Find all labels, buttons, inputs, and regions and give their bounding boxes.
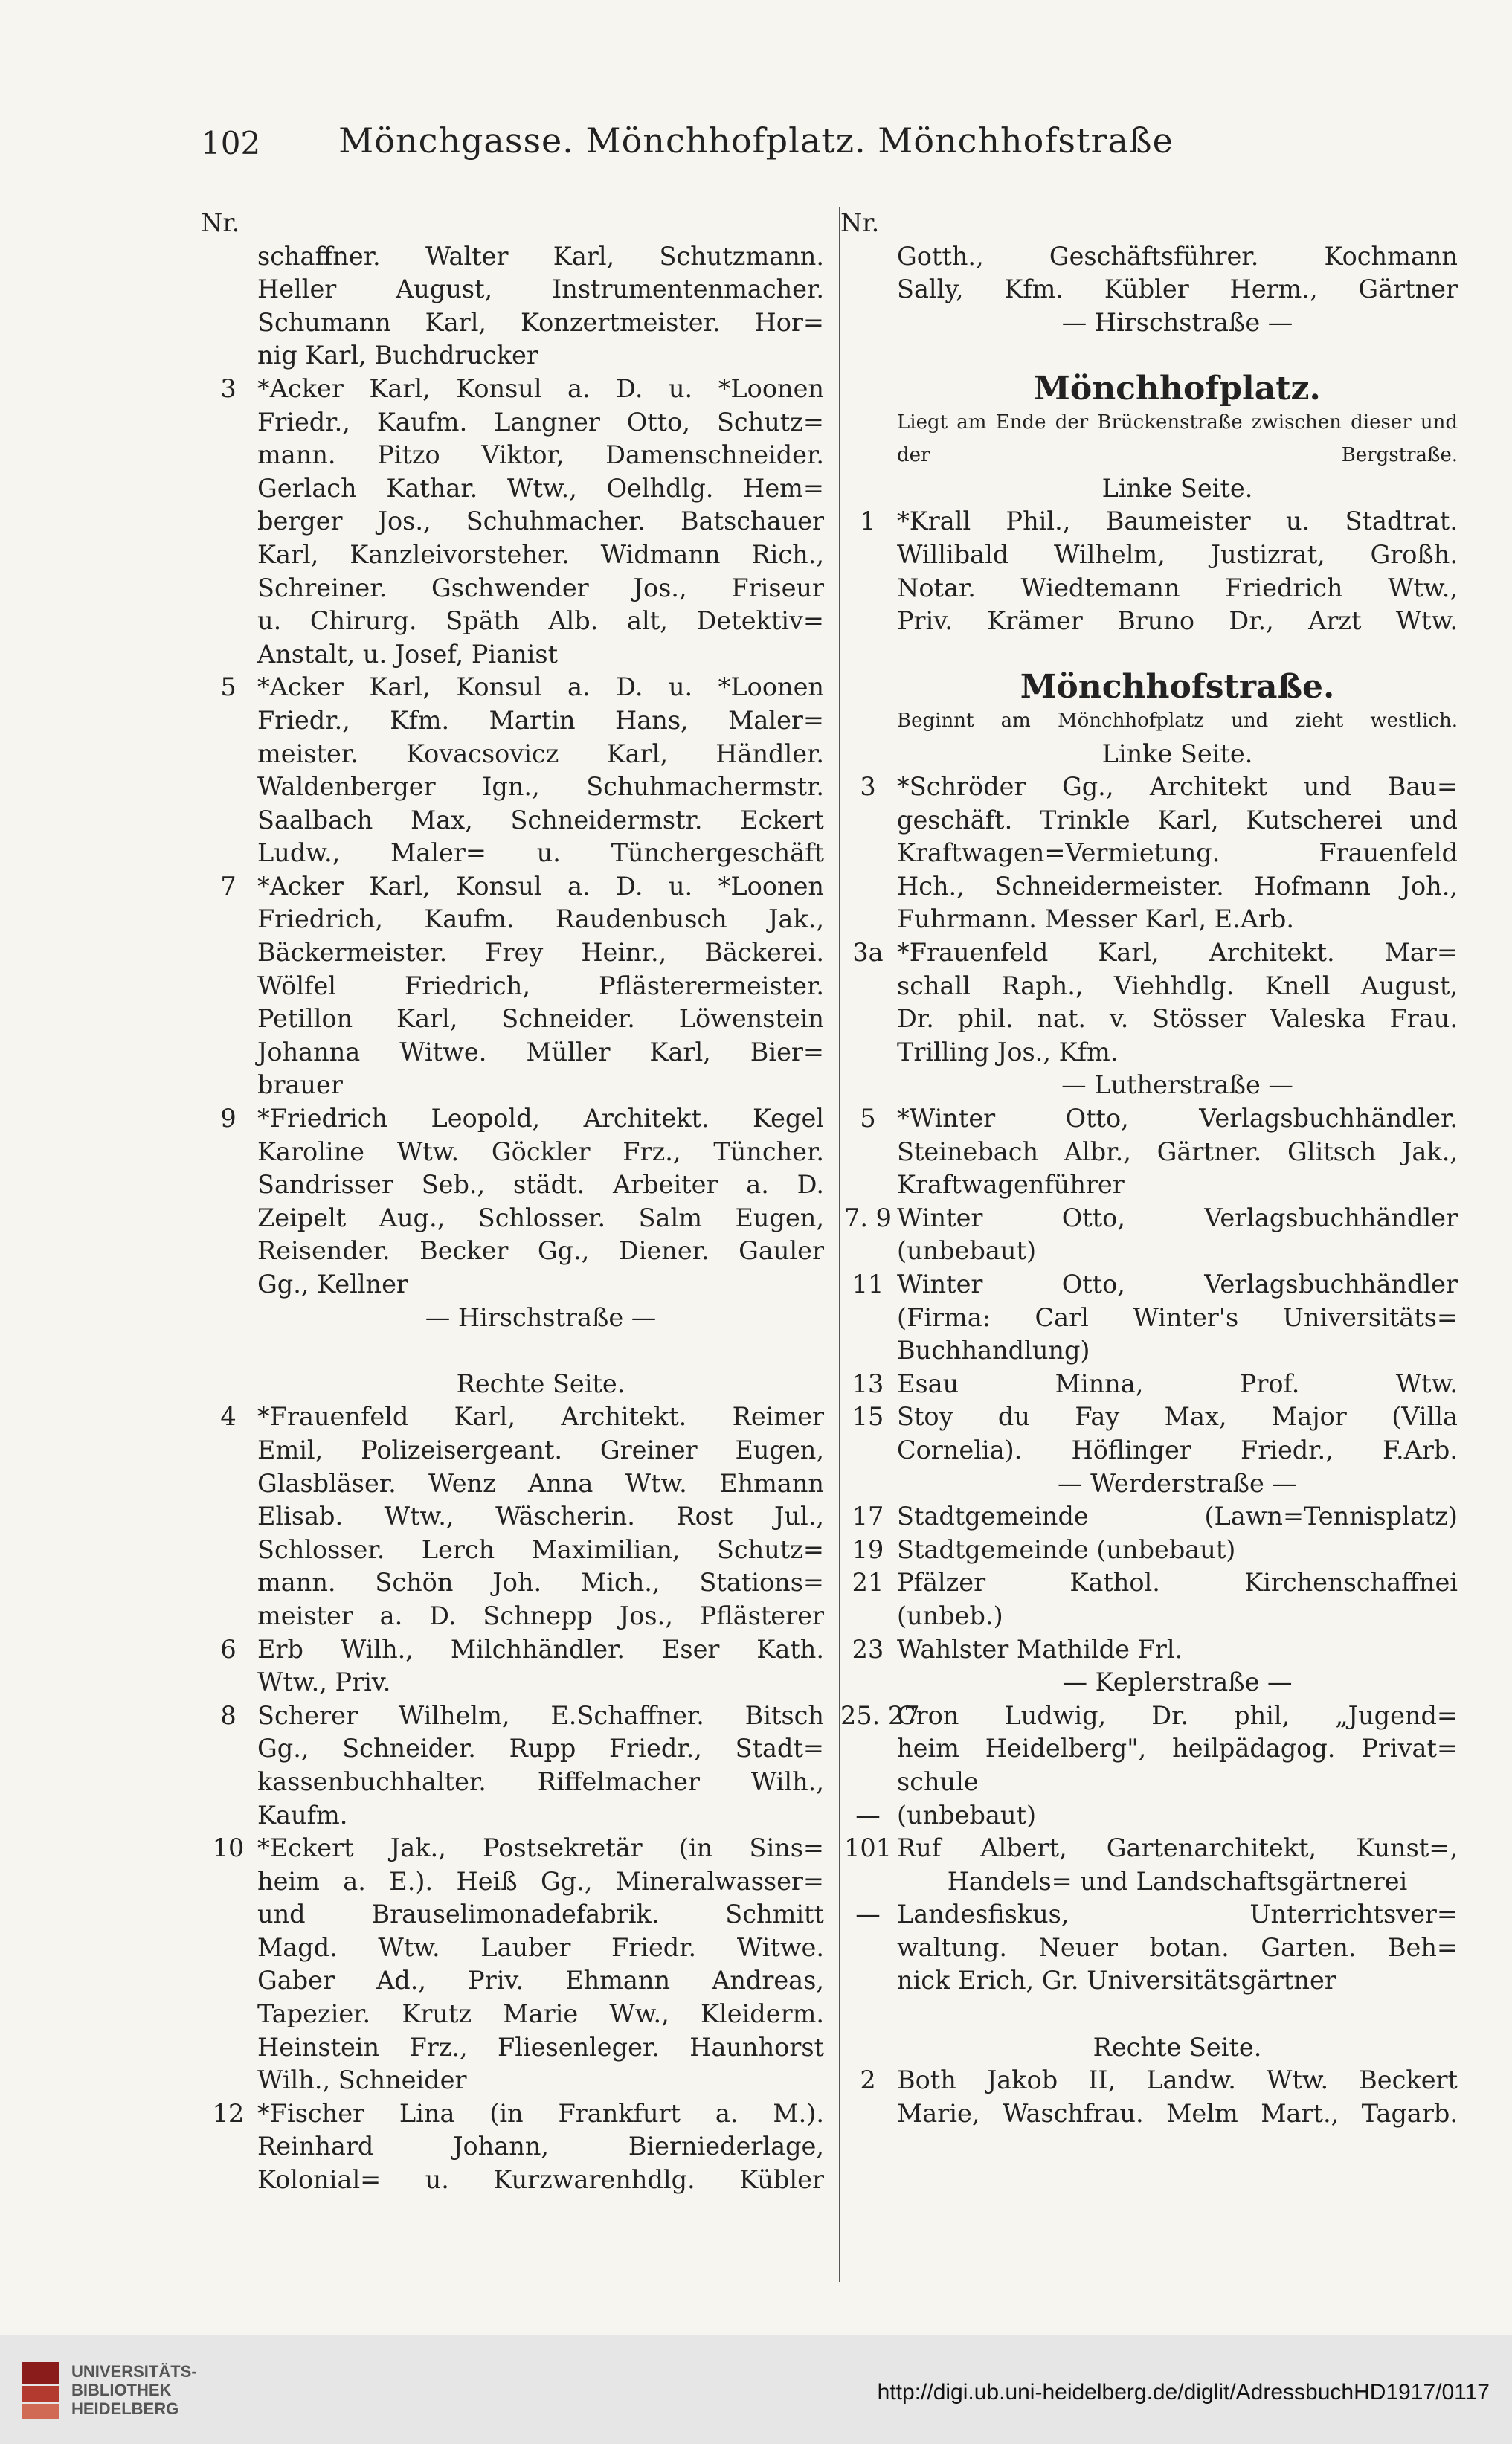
entry-line <box>201 373 824 406</box>
entry-text: schall Raph., Viehhdlg. Knell August, <box>897 971 1458 1000</box>
entry-text: Gerlach Kathar. Wtw., Oelhdlg. Hem= <box>257 473 824 503</box>
entry-line <box>201 2064 824 2097</box>
entry-text: Johanna Witwe. Müller Karl, Bier= <box>257 1037 824 1067</box>
entry-line <box>840 1434 1458 1467</box>
entry-line <box>840 207 1458 240</box>
entry-text: Friedrich, Kaufm. Raudenbusch Jak., <box>257 904 824 934</box>
entry-text: Landesfiskus, Unterrichtsver= <box>897 1900 1458 1929</box>
entry-line <box>201 339 824 373</box>
entry-line <box>840 1932 1458 1965</box>
entry-line <box>201 472 824 506</box>
entry-line <box>201 240 824 274</box>
entry-text: der Bergstraße. <box>897 444 1458 467</box>
entry-text: Emil, Polizeisergeant. Greiner Eugen, <box>257 1435 824 1464</box>
entry-text: Wilh., Schneider <box>257 2065 467 2095</box>
entry-text: Kraftwagen=Vermietung. Frauenfeld <box>897 838 1458 868</box>
house-number: 3 <box>220 373 237 403</box>
house-number: — <box>855 1900 881 1929</box>
entry-text: nick Erich, Gr. Universitätsgärtner <box>897 1966 1336 1996</box>
entry-line <box>201 1235 824 1268</box>
entry-text: Cron Ludwig, Dr. phil, „Jugend= <box>897 1700 1458 1730</box>
entry-line <box>840 505 1458 538</box>
house-number: 3a <box>852 938 884 968</box>
entry-line <box>840 1102 1458 1136</box>
page-title: Mönchgasse. Mönchhofplatz. Mönchhofstraße <box>338 120 1174 161</box>
entry-text: Waldenberger Ign., Schuhmachermstr. <box>257 772 824 802</box>
house-number: 1 <box>860 507 876 536</box>
entry-text: Fuhrmann. Messer Karl, E.Arb. <box>897 904 1295 934</box>
house-number: 5 <box>220 672 237 702</box>
entry-line <box>201 1401 824 1434</box>
entry-line <box>840 1633 1458 1667</box>
entry-text: nig Karl, Buchdrucker <box>257 341 538 370</box>
entry-text: *Acker Karl, Konsul a. D. u. *Loonen <box>257 373 824 403</box>
house-number: 21 <box>852 1568 884 1598</box>
section-heading: Mönchhofstraße. <box>1020 671 1335 704</box>
logo-line: HEIDELBERG <box>71 2399 179 2418</box>
entry-text: brauer <box>257 1070 343 1100</box>
entry-text: — Werderstraße — <box>1058 1468 1297 1498</box>
entry-line <box>840 1302 1458 1335</box>
entry-text: Friedr., Kaufm. Langner Otto, Schutz= <box>257 407 824 437</box>
entry-line <box>201 505 824 538</box>
entry-line <box>840 1865 1458 1899</box>
house-number: 11 <box>852 1270 884 1299</box>
entry-text: Sandrisser Seb., städt. Arbeiter a. D. <box>257 1170 824 1200</box>
house-number: 4 <box>220 1402 237 1432</box>
entry-text: Rechte Seite. <box>456 1369 625 1398</box>
entry-line <box>201 903 824 936</box>
house-number: 6 <box>220 1634 237 1664</box>
library-logo-text <box>71 2362 197 2418</box>
entry-line <box>201 1998 824 2031</box>
entry-line <box>840 306 1458 340</box>
entry-line <box>840 406 1458 440</box>
entry-text: Stoy du Fay Max, Major (Villa <box>897 1402 1458 1432</box>
entry-line <box>840 538 1458 572</box>
house-number: 10 <box>212 1833 245 1863</box>
footer-bar <box>0 2335 1512 2444</box>
entry-text: Marie, Waschfrau. Melm Mart., Tagarb. <box>897 2098 1458 2128</box>
entry-text: *Acker Karl, Konsul a. D. u. *Loonen <box>257 672 824 702</box>
entry-line <box>201 1566 824 1600</box>
entry-line <box>840 1732 1458 1766</box>
entry-text: Beginnt am Mönchhofplatz und zieht westlich. <box>897 709 1458 732</box>
entry-line <box>840 1799 1458 1833</box>
entry-text: Winter Otto, Verlagsbuchhändler <box>897 1203 1458 1232</box>
entry-text: Heinstein Frz., Fliesenleger. Haunhorst <box>257 2032 824 2062</box>
entry-text: Karoline Wtw. Göckler Frz., Tüncher. <box>257 1136 824 1166</box>
entry-line <box>840 1268 1458 1302</box>
entry-line <box>840 1898 1458 1932</box>
house-number: 17 <box>852 1502 884 1531</box>
page-number: 102 <box>201 125 261 161</box>
entry-line <box>840 837 1458 870</box>
house-number: 101 <box>844 1833 892 1863</box>
entry-text: Pfälzer Kathol. Kirchenschaffnei <box>897 1568 1458 1598</box>
entry-line <box>840 638 1458 672</box>
entry-text: — Keplerstraße — <box>1062 1668 1293 1697</box>
entry-text: Cornelia). Höflinger Friedr., F.Arb. <box>897 1435 1458 1464</box>
entry-text: meister. Kovacsovicz Karl, Händler. <box>257 739 824 768</box>
house-number: 13 <box>852 1369 884 1398</box>
entry-line <box>201 804 824 837</box>
entry-text: Petillon Karl, Schneider. Löwenstein <box>257 1004 824 1034</box>
library-logo-icon <box>21 2361 61 2420</box>
entry-line <box>201 1865 824 1899</box>
entry-line <box>201 638 824 672</box>
entry-text: Ludw., Maler= u. Tünchergeschäft <box>257 838 824 868</box>
entry-text: Kraftwagenführer <box>897 1170 1125 1200</box>
entry-line <box>201 439 824 472</box>
entry-text: — Hirschstraße — <box>1061 307 1293 337</box>
entry-line <box>840 1666 1458 1699</box>
entry-text: Schreiner. Gschwender Jos., Friseur <box>257 573 824 602</box>
entry-line <box>840 605 1458 638</box>
entry-line <box>201 1102 824 1136</box>
house-number: 12 <box>212 2098 245 2128</box>
entry-line <box>840 373 1458 406</box>
house-number: 9 <box>220 1104 237 1133</box>
entry-line <box>201 1932 824 1965</box>
entry-text: (unbebaut) <box>897 1800 1037 1830</box>
entry-text: mann. Schön Joh. Mich., Stations= <box>257 1568 824 1598</box>
entry-text: Magd. Wtw. Lauber Friedr. Witwe. <box>257 1932 824 1962</box>
entry-line <box>840 1467 1458 1501</box>
entry-text: *Frauenfeld Karl, Architekt. Mar= <box>897 938 1458 968</box>
entry-line <box>201 1832 824 1865</box>
entry-text: Gg., Schneider. Rupp Friedr., Stadt= <box>257 1734 824 1763</box>
entry-text: *Winter Otto, Verlagsbuchhändler. <box>897 1104 1458 1133</box>
house-number: 15 <box>852 1402 884 1432</box>
entry-line <box>201 605 824 638</box>
entry-text: — Lutherstraße — <box>1061 1070 1293 1100</box>
house-number: 19 <box>852 1534 884 1564</box>
entry-text: Kolonial= u. Kurzwarenhdlg. Kübler <box>257 2165 824 2195</box>
entry-line <box>840 2031 1458 2065</box>
entry-text: waltung. Neuer botan. Garten. Beh= <box>897 1932 1458 1962</box>
entry-text: (unbebaut) <box>897 1236 1037 1266</box>
entry-line <box>840 1832 1458 1865</box>
entry-line <box>840 771 1458 804</box>
house-number: 7 <box>220 871 237 901</box>
entry-line <box>201 1534 824 1567</box>
left-column <box>201 207 824 2197</box>
entry-line <box>201 1633 824 1667</box>
entry-line <box>840 1500 1458 1534</box>
entry-line <box>840 704 1458 738</box>
entry-text: Esau Minna, Prof. Wtw. <box>897 1369 1458 1398</box>
entry-line <box>201 1898 824 1932</box>
entry-text: *Friedrich Leopold, Architekt. Kegel <box>257 1104 824 1133</box>
entry-text: (Firma: Carl Winter's Universitäts= <box>897 1302 1458 1332</box>
entry-line <box>840 903 1458 936</box>
right-column <box>840 207 1458 2130</box>
entry-line <box>201 1202 824 1235</box>
entry-text: *Frauenfeld Karl, Architekt. Reimer <box>257 1402 824 1432</box>
entry-text: Rechte Seite. <box>1093 2032 1262 2062</box>
entry-line <box>840 273 1458 306</box>
entry-line <box>201 1268 824 1302</box>
entry-text: Both Jakob II, Landw. Wtw. Beckert <box>897 2065 1458 2095</box>
entry-line <box>840 439 1458 472</box>
entry-line <box>840 1998 1458 2031</box>
entry-line <box>201 1964 824 1998</box>
entry-line <box>840 1069 1458 1102</box>
entry-line <box>201 1799 824 1833</box>
entry-text: Trilling Jos., Kfm. <box>897 1037 1119 1067</box>
entry-text: Schlosser. Lerch Maximilian, Schutz= <box>257 1534 824 1564</box>
entry-text: Hch., Schneidermeister. Hofmann Joh., <box>897 871 1458 901</box>
entry-line <box>201 1069 824 1102</box>
entry-line <box>201 771 824 804</box>
entry-line <box>201 738 824 771</box>
entry-line <box>840 2064 1458 2097</box>
entry-line <box>840 1964 1458 1998</box>
entry-line <box>201 1500 824 1534</box>
entry-line <box>201 273 824 306</box>
source-url-link[interactable]: http://digi.ub.uni-heidelberg.de/diglit/AdressbuchHD1917/0117 <box>877 2380 1490 2405</box>
entry-line <box>840 671 1458 704</box>
entry-text: Wölfel Friedrich, Pflästerermeister. <box>257 971 824 1000</box>
entry-line <box>840 738 1458 771</box>
entry-line <box>201 1136 824 1169</box>
entry-text: Handels= und Landschaftsgärtnerei <box>947 1866 1408 1896</box>
entry-line <box>201 538 824 572</box>
entry-text: Willibald Wilhelm, Justizrat, Großh. <box>897 539 1458 569</box>
entry-text: Nr. <box>840 208 880 237</box>
entry-line <box>840 1600 1458 1633</box>
entry-text: Heller August, Instrumentenmacher. <box>257 274 824 304</box>
entry-text: Friedr., Kfm. Martin Hans, Maler= <box>257 705 824 735</box>
entry-line <box>840 1136 1458 1169</box>
entry-text: schaffner. Walter Karl, Schutzmann. <box>257 241 824 271</box>
entry-line <box>201 306 824 340</box>
house-number: 5 <box>860 1104 876 1133</box>
entry-text: Linke Seite. <box>1101 739 1253 768</box>
house-number: 25. 27 <box>840 1700 920 1730</box>
entry-line <box>840 1168 1458 1202</box>
entry-line <box>840 240 1458 274</box>
entry-text: Glasbläser. Wenz Anna Wtw. Ehmann <box>257 1468 824 1498</box>
entry-line <box>201 1600 824 1633</box>
entry-line <box>201 572 824 605</box>
entry-text: kassenbuchhalter. Riffelmacher Wilh., <box>257 1766 824 1796</box>
entry-text: *Fischer Lina (in Frankfurt a. M.). <box>257 2098 824 2128</box>
entry-text: Bäckermeister. Frey Heinr., Bäckerei. <box>257 938 824 968</box>
entry-text: meister a. D. Schnepp Jos., Pflästerer <box>257 1601 824 1630</box>
entry-text: Kaufm. <box>257 1800 348 1830</box>
entry-line <box>840 1766 1458 1799</box>
entry-line <box>201 936 824 970</box>
entry-line <box>201 2130 824 2164</box>
entry-line <box>201 1434 824 1467</box>
entry-text: (unbeb.) <box>897 1601 1003 1630</box>
section-heading: Mönchhofplatz. <box>1034 372 1321 406</box>
entry-line <box>840 1235 1458 1268</box>
entry-text: *Schröder Gg., Architekt und Bau= <box>897 772 1458 802</box>
entry-line <box>840 2097 1458 2131</box>
entry-line <box>201 1666 824 1699</box>
house-number: 8 <box>220 1700 237 1730</box>
house-number: 3 <box>860 772 876 802</box>
entry-line <box>201 2164 824 2197</box>
entry-line <box>201 1334 824 1368</box>
entry-line <box>201 1003 824 1036</box>
entry-text: Gg., Kellner <box>257 1270 408 1299</box>
entry-text: Linke Seite. <box>1101 473 1253 503</box>
entry-text: u. Chirurg. Späth Alb. alt, Detektiv= <box>257 606 824 636</box>
entry-text: Ruf Albert, Gartenarchitekt, Kunst=, <box>897 1833 1458 1863</box>
entry-line <box>840 1334 1458 1368</box>
entry-line <box>201 970 824 1003</box>
entry-text: Dr. phil. nat. v. Stösser Valeska Frau. <box>897 1004 1458 1034</box>
entry-text: Winter Otto, Verlagsbuchhändler <box>897 1270 1458 1299</box>
entry-text: schule <box>897 1766 979 1796</box>
entry-text: Stadtgemeinde (unbebaut) <box>897 1534 1236 1564</box>
house-number: 7. 9 <box>844 1203 892 1232</box>
entry-text: Sally, Kfm. Kübler Herm., Gärtner <box>897 274 1458 304</box>
entry-line <box>840 1003 1458 1036</box>
house-number: 23 <box>852 1634 884 1664</box>
entry-text: *Eckert Jak., Postsekretär (in Sins= <box>257 1833 824 1863</box>
entry-text: Gaber Ad., Priv. Ehmann Andreas, <box>257 1966 824 1996</box>
entry-line <box>201 406 824 440</box>
entry-text: *Acker Karl, Konsul a. D. u. *Loonen <box>257 871 824 901</box>
entry-line <box>840 1401 1458 1434</box>
entry-text: Anstalt, u. Josef, Pianist <box>257 639 559 669</box>
entry-text: berger Jos., Schuhmacher. Batschauer <box>257 507 824 536</box>
entry-line <box>840 970 1458 1003</box>
entry-line <box>201 1766 824 1799</box>
entry-line <box>201 1168 824 1202</box>
entry-text: Elisab. Wtw., Wäscherin. Rost Jul., <box>257 1502 824 1531</box>
house-number: 2 <box>860 2065 876 2095</box>
entry-text: Tapezier. Krutz Marie Ww., Kleiderm. <box>257 1999 824 2029</box>
entry-text: Nr. <box>201 208 240 237</box>
entry-text: Buchhandlung) <box>897 1336 1090 1366</box>
entry-text: heim a. E.). Heiß Gg., Mineralwasser= <box>257 1866 824 1896</box>
entry-line <box>840 1566 1458 1600</box>
entry-text: geschäft. Trinkle Karl, Kutscherei und <box>897 805 1458 835</box>
entry-line <box>201 1302 824 1335</box>
entry-text: Notar. Wiedtemann Friedrich Wtw., <box>897 573 1458 602</box>
entry-line <box>201 207 824 240</box>
entry-text: Zeipelt Aug., Schlosser. Salm Eugen, <box>257 1203 824 1232</box>
entry-text: Priv. Krämer Bruno Dr., Arzt Wtw. <box>897 606 1458 636</box>
entry-text: Karl, Kanzleivorsteher. Widmann Rich., <box>257 539 824 569</box>
entry-line <box>201 1368 824 1401</box>
entry-text: Wahlster Mathilde Frl. <box>897 1634 1183 1664</box>
entry-text: Reisender. Becker Gg., Diener. Gauler <box>257 1236 824 1266</box>
entry-text: mann. Pitzo Viktor, Damenschneider. <box>257 440 824 470</box>
entry-line <box>201 2097 824 2131</box>
entry-text: Wtw., Priv. <box>257 1668 391 1697</box>
entry-text: Scherer Wilhelm, E.Schaffner. Bitsch <box>257 1700 824 1730</box>
entry-text: — Hirschstraße — <box>425 1302 657 1332</box>
entry-line <box>201 837 824 870</box>
entry-line <box>840 339 1458 373</box>
house-number: — <box>855 1800 881 1830</box>
entry-line <box>840 572 1458 605</box>
entry-line <box>840 1368 1458 1401</box>
entry-text: Erb Wilh., Milchhändler. Eser Kath. <box>257 1634 824 1664</box>
entry-line <box>201 2031 824 2065</box>
entry-line <box>840 1036 1458 1070</box>
entry-text: Stadtgemeinde (Lawn=Tennisplatz) <box>897 1502 1458 1531</box>
entry-line <box>201 671 824 704</box>
entry-line <box>840 804 1458 837</box>
entry-line <box>201 1732 824 1766</box>
entry-line <box>840 1534 1458 1567</box>
entry-text: Liegt am Ende der Brückenstraße zwischen dieser und <box>897 411 1458 434</box>
entry-line <box>840 1699 1458 1733</box>
entry-text: heim Heidelberg", heilpädagog. Privat= <box>897 1734 1458 1763</box>
entry-text: Saalbach Max, Schneidermstr. Eckert <box>257 805 824 835</box>
entry-line <box>201 1699 824 1733</box>
entry-line <box>840 472 1458 506</box>
entry-line <box>201 1467 824 1501</box>
entry-text: *Krall Phil., Baumeister u. Stadtrat. <box>897 507 1458 536</box>
entry-text: Gotth., Geschäftsführer. Kochmann <box>897 241 1458 271</box>
logo-line: BIBLIOTHEK <box>71 2381 172 2399</box>
entry-line <box>840 870 1458 904</box>
entry-line <box>201 870 824 904</box>
entry-text: und Brauselimonadefabrik. Schmitt <box>257 1900 824 1929</box>
entry-text: Reinhard Johann, Bierniederlage, <box>257 2132 824 2161</box>
entry-line <box>201 704 824 738</box>
entry-text: Steinebach Albr., Gärtner. Glitsch Jak., <box>897 1136 1458 1166</box>
entry-line <box>840 1202 1458 1235</box>
entry-text: Schumann Karl, Konzertmeister. Hor= <box>257 307 824 337</box>
entry-line <box>201 1036 824 1070</box>
entry-line <box>840 936 1458 970</box>
logo-line: UNIVERSITÄTS- <box>71 2362 197 2381</box>
